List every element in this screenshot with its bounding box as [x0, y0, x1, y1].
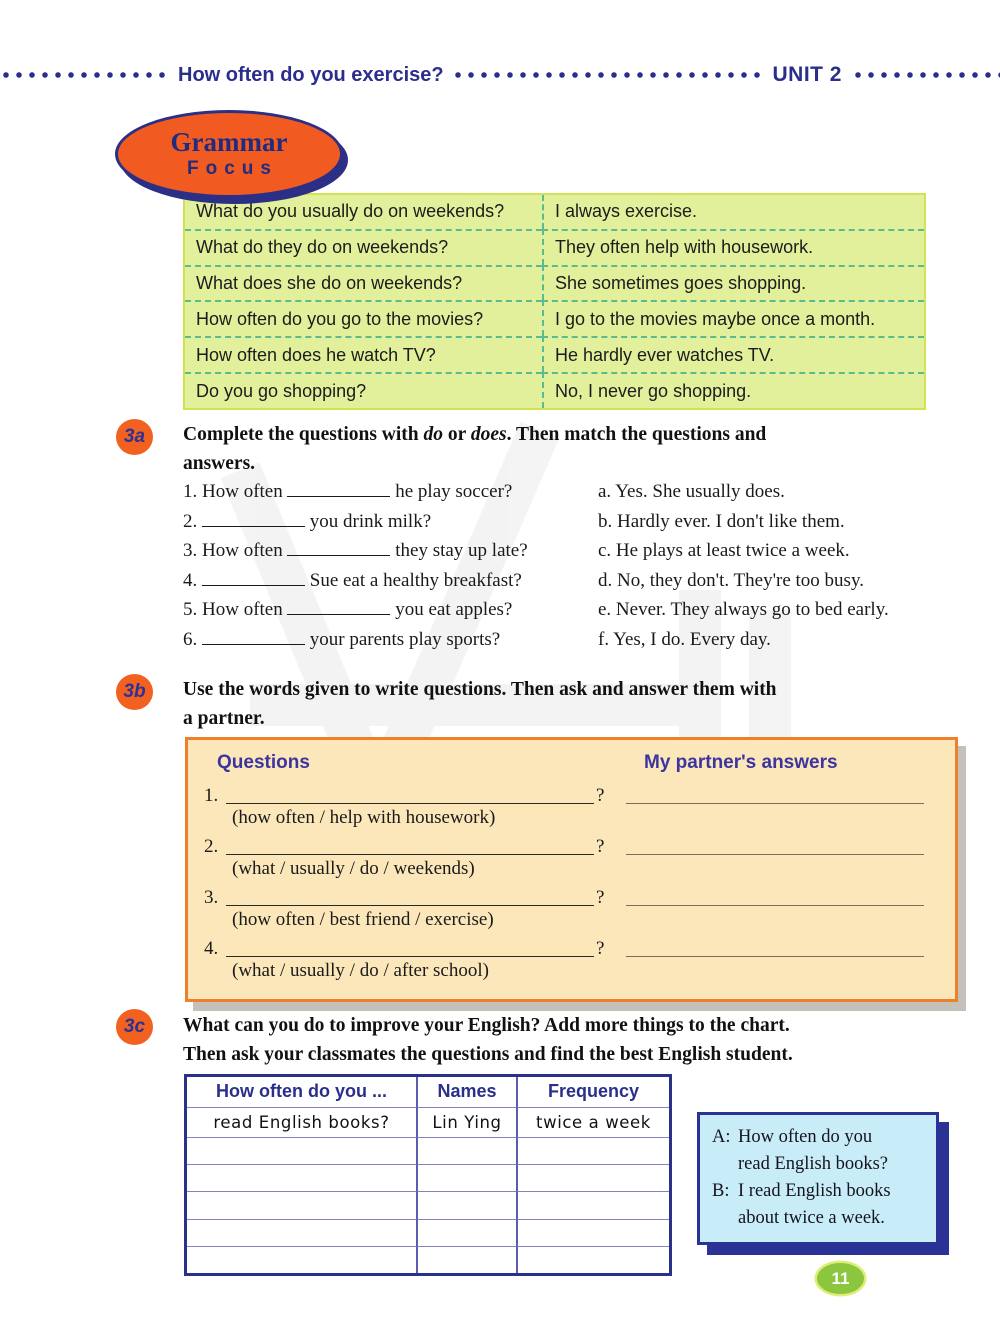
partner-answer-line[interactable] [626, 785, 924, 804]
partner-answers-column-header: My partner's answers [644, 752, 838, 773]
item-number: 4. [183, 569, 198, 591]
dotted-rule-right [852, 69, 1000, 81]
item-post-text: you eat apples? [395, 599, 513, 621]
item-number: 3. [183, 540, 198, 562]
chart-empty-cell[interactable] [416, 1219, 516, 1246]
chart-empty-cell[interactable] [187, 1164, 416, 1191]
unit-question-title: How often do you exercise? [178, 63, 444, 86]
match-row [183, 599, 975, 629]
grammar-focus-line1: Grammar [170, 127, 288, 157]
chart-empty-cell[interactable] [516, 1219, 669, 1246]
question-write-line[interactable] [226, 887, 594, 906]
item-post-text: Sue eat a healthy breakfast? [309, 569, 522, 591]
example-dialog-bubble [697, 1112, 939, 1245]
instr-3c-line1: What can you do to improve your English? Add more things to the chart. [183, 1015, 790, 1036]
grammar-question: What does she do on weekends? [185, 265, 542, 301]
grammar-answer: No, I never go shopping. [542, 372, 924, 408]
question-number: 1. [204, 785, 219, 806]
section-3b-instruction [183, 675, 938, 733]
item-number: 1. [183, 481, 198, 502]
instr-3b-line2: a partner. [183, 708, 265, 729]
dotted-rule-middle [452, 69, 765, 81]
item-post-text: your parents play sports? [309, 628, 501, 650]
item-number: 2. [183, 510, 198, 532]
dialog-line [712, 1205, 927, 1232]
question-write-line[interactable] [226, 785, 594, 804]
chart-empty-cell[interactable] [516, 1137, 669, 1164]
question-write-row [204, 831, 955, 858]
instr-3a-italic-do: do [423, 424, 444, 445]
item-pre-text: How often [202, 599, 283, 621]
write-questions-box [185, 737, 958, 1002]
dialog-line [712, 1151, 927, 1178]
answer-option: d. No, they don't. They're too busy. [598, 569, 864, 591]
section-3a-badge: 3a [116, 419, 153, 455]
fill-in-blank[interactable] [287, 610, 390, 615]
section-3a-instruction [183, 420, 933, 478]
chart-empty-cell[interactable] [516, 1246, 669, 1273]
dialog-text: How often do you [738, 1127, 873, 1147]
question-number: 4. [204, 938, 219, 959]
partner-answer-line[interactable] [626, 887, 924, 906]
item-number: 6. [183, 628, 198, 650]
chart-empty-cell[interactable] [416, 1164, 516, 1191]
grammar-question: What do you usually do on weekends? [196, 201, 505, 222]
instr-3b-line1: Use the words given to write questions. Then ask and answer them with [183, 679, 777, 700]
item-post-text: they stay up late? [395, 540, 528, 562]
grammar-question: How often does he watch TV? [185, 336, 542, 372]
dialog-text: about twice a week. [738, 1208, 885, 1228]
fill-in-blank[interactable] [287, 551, 390, 556]
page-header [0, 60, 1000, 90]
question-mark: ? [596, 836, 605, 857]
item-post-text: he play soccer? [395, 481, 513, 502]
answer-option: c. He plays at least twice a week. [598, 540, 850, 562]
survey-chart-table [184, 1074, 672, 1276]
dialog-text: read English books? [738, 1154, 889, 1174]
item-pre-text: How often [202, 540, 283, 562]
matching-exercise-3a [183, 481, 975, 659]
question-number: 3. [204, 887, 219, 908]
dialog-line [712, 1124, 927, 1151]
grammar-question: How often do you go to the movies? [185, 300, 542, 336]
question-write-line[interactable] [226, 836, 594, 855]
chart-cell-question: read English books? [187, 1107, 416, 1138]
item-post-text: you drink milk? [309, 510, 432, 532]
grammar-focus-line2: Focus [187, 158, 278, 179]
question-write-row [204, 882, 955, 909]
chart-empty-cell[interactable] [516, 1191, 669, 1218]
chart-cell-name: Lin Ying [416, 1107, 516, 1138]
instr-3a-line2: answers. [183, 453, 256, 474]
page-number-badge: 11 [817, 1263, 864, 1294]
partner-answer-line[interactable] [626, 938, 924, 957]
section-3b-badge: 3b [116, 674, 153, 710]
question-hint: (what / usually / do / weekends) [232, 858, 475, 879]
question-mark: ? [596, 938, 605, 959]
instr-3a-part1: Complete the questions with [183, 424, 424, 445]
question-mark: ? [596, 785, 605, 806]
answer-option: a. Yes. She usually does. [598, 481, 785, 502]
instr-3a-part2: or [443, 424, 471, 445]
grammar-answer: I go to the movies maybe once a month. [542, 300, 924, 336]
grammar-answer: He hardly ever watches TV. [542, 336, 924, 372]
question-hint: (what / usually / do / after school) [232, 960, 489, 981]
fill-in-blank[interactable] [202, 640, 305, 645]
chart-header-question: How often do you ... [216, 1081, 387, 1102]
grammar-answer: I always exercise. [542, 195, 924, 229]
unit-label: UNIT 2 [772, 63, 842, 86]
section-3c-badge: 3c [116, 1009, 153, 1045]
grammar-answer: She sometimes goes shopping. [542, 265, 924, 301]
chart-empty-cell[interactable] [187, 1137, 416, 1164]
chart-empty-cell[interactable] [416, 1137, 516, 1164]
chart-header-frequency: Frequency [516, 1077, 669, 1107]
question-number: 2. [204, 836, 219, 857]
box-header-row [204, 752, 955, 780]
answer-option: b. Hardly ever. I don't like them. [598, 510, 845, 532]
grammar-focus-badge [115, 110, 343, 198]
grammar-question: Do you go shopping? [185, 372, 542, 408]
chart-cell-frequency: twice a week [516, 1107, 669, 1138]
match-row [183, 511, 975, 541]
dialog-line [712, 1178, 927, 1205]
question-hint: (how often / help with housework) [232, 807, 496, 828]
answer-option: e. Never. They always go to bed early. [598, 599, 889, 621]
answer-option: f. Yes, I do. Every day. [598, 628, 771, 650]
chart-empty-cell[interactable] [416, 1246, 516, 1273]
dialog-text: I read English books [738, 1181, 891, 1201]
fill-in-blank[interactable] [287, 492, 390, 497]
question-mark: ? [596, 887, 605, 908]
instr-3a-part3: . Then match the questions and [506, 424, 767, 445]
chart-empty-cell[interactable] [516, 1164, 669, 1191]
item-number: 5. [183, 599, 198, 621]
grammar-answer: They often help with housework. [542, 229, 924, 265]
question-hint: (how often / best friend / exercise) [232, 909, 494, 930]
chart-empty-cell[interactable] [416, 1191, 516, 1218]
grammar-question: What do they do on weekends? [185, 229, 542, 265]
item-pre-text: How often [202, 481, 283, 502]
dotted-rule-left [0, 69, 170, 81]
questions-column-header: Questions [217, 752, 310, 773]
instr-3a-italic-does: does [470, 424, 507, 445]
question-write-row [204, 933, 955, 960]
match-row [183, 481, 975, 511]
fill-in-blank[interactable] [202, 581, 305, 586]
question-write-line[interactable] [226, 938, 594, 957]
match-row [183, 629, 975, 659]
match-row [183, 540, 975, 570]
chart-empty-cell[interactable] [187, 1191, 416, 1218]
chart-empty-cell[interactable] [187, 1219, 416, 1246]
section-3c-instruction [183, 1011, 953, 1069]
question-write-row [204, 780, 955, 807]
speaker-label: A: [712, 1127, 731, 1147]
match-row [183, 570, 975, 600]
speaker-label: B: [712, 1181, 730, 1201]
partner-answer-line[interactable] [626, 836, 924, 855]
chart-header-names: Names [416, 1077, 516, 1107]
instr-3c-line2: Then ask your classmates the questions and find the best English student. [183, 1044, 793, 1065]
grammar-focus-table [183, 193, 926, 410]
fill-in-blank[interactable] [202, 522, 305, 527]
chart-empty-cell[interactable] [187, 1246, 416, 1273]
